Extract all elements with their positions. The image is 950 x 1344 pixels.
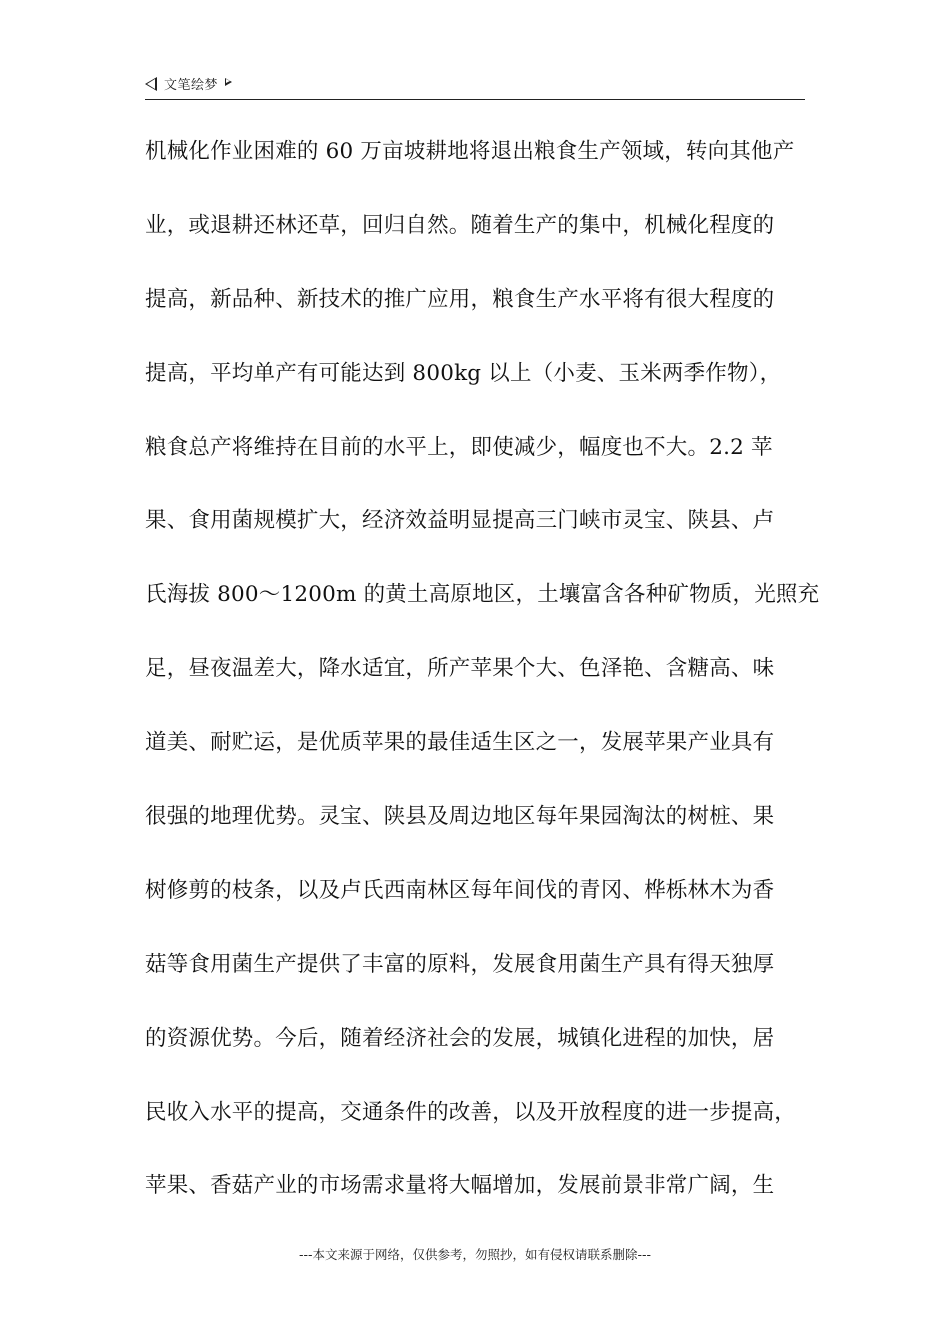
text-line: 民收入水平的提高，交通条件的改善，以及开放程度的进一步提高， (145, 1099, 797, 1125)
text-line: 提高，新品种、新技术的推广应用，粮食生产水平将有很大程度的 (145, 286, 775, 312)
footer-notice: ---本文来源于网络，仅供参考，勿照抄，如有侵权请联系删除--- (298, 1247, 652, 1262)
text-line: 机械化作业困难的 60 万亩坡耕地将退出粮食生产领域，转向其他产 (145, 139, 795, 164)
text-line: 菇等食用菌生产提供了丰富的原料，发展食用菌生产具有得天独厚 (145, 951, 775, 977)
text-line: 粮食总产将维持在目前的水平上，即使减少，幅度也不大。2.2 苹 (145, 434, 773, 460)
text-line: 足，昼夜温差大，降水适宜，所产苹果个大、色泽艳、含糖高、味 (145, 656, 775, 682)
brand-name: 文笔绘梦 (164, 78, 219, 93)
triangle-right-icon (225, 78, 232, 86)
text-line: 苹果、香菇产业的市场需求量将大幅增加，发展前景非常广阔，生 (145, 1173, 775, 1199)
triangle-left-icon (145, 77, 157, 91)
text-line: 提高，平均单产有可能达到 800kg 以上（小麦、玉米两季作物）， (145, 360, 782, 386)
text-line: 很强的地理优势。灵宝、陕县及周边地区每年果园淘汰的树桩、果 (145, 804, 775, 830)
header-brand-group (145, 74, 232, 93)
text-line: 果、食用菌规模扩大，经济效益明显提高三门峡市灵宝、陕县、卢 (145, 508, 775, 534)
text-line: 树修剪的枝条，以及卢氏西南林区每年间伐的青冈、桦栎林木为香 (145, 877, 775, 903)
text-line: 业，或退耕还林还草，回归自然。随着生产的集中，机械化程度的 (145, 212, 775, 238)
text-line: 的资源优势。今后，随着经济社会的发展，城镇化进程的加快，居 (145, 1025, 775, 1051)
text-line: 道美、耐贮运，是优质苹果的最佳适生区之一，发展苹果产业具有 (145, 730, 775, 756)
document-body (145, 131, 820, 1239)
text-line: 氏海拔 800～1200m 的黄土高原地区，土壤富含各种矿物质，光照充 (145, 582, 820, 608)
page-header (145, 73, 805, 100)
